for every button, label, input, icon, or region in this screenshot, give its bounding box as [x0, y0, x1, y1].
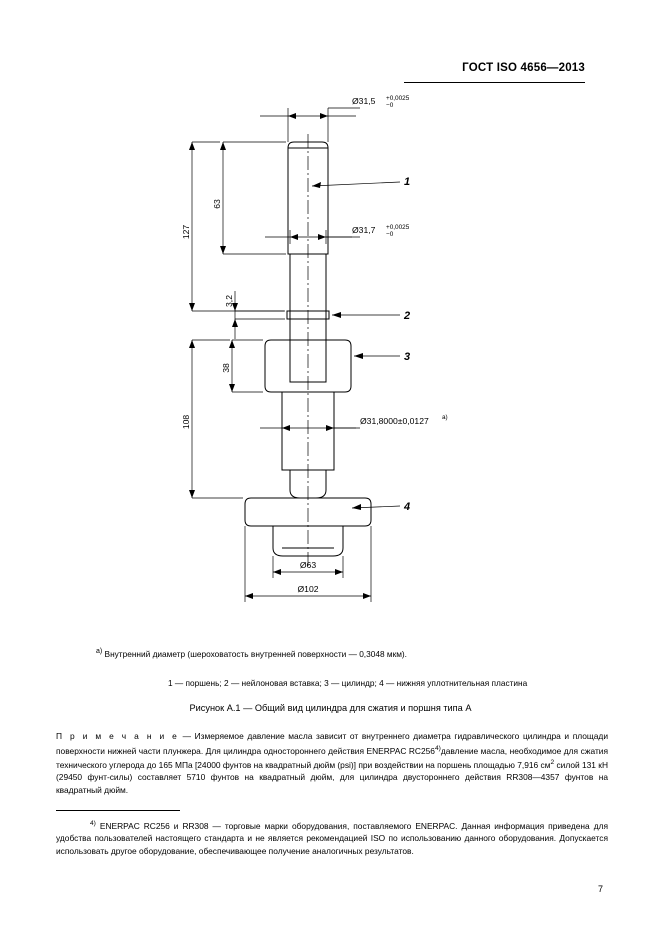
footnote-block	[56, 818, 608, 858]
page-number: 7	[597, 884, 603, 894]
note-text-3: силой 131 кН (29450 фунт-силы) составляет 5710 фунтов на квадратный дюйм, для цилиндра двустороннего действия RR308—4357 фунтов на квадратный дюйм.	[56, 759, 608, 795]
note-sup-2: 2	[550, 758, 555, 766]
dim-length-3-2	[232, 291, 285, 339]
page-header-title: ГОСТ ISO 4656—2013	[462, 62, 585, 74]
dim-label-diameter-63: Ø63	[299, 560, 317, 570]
figure-note-a-text: Внутренний диаметр (шероховатость внутренней поверхности — 0,3048 мкм).	[104, 648, 407, 659]
callout-1: 1	[404, 176, 411, 188]
note-sup-1: 4)	[434, 744, 441, 752]
dim-label-top-diameter-tol-upper: +0,0025	[386, 95, 410, 102]
dim-length-108	[189, 340, 243, 498]
figure-caption: Рисунок А.1 — Общий вид цилиндра для сжатия и поршня типа А	[189, 703, 472, 713]
dim-bore-diameter	[260, 425, 360, 431]
dim-label-mid-diameter: Ø31,7	[352, 225, 376, 235]
dim-label-127: 127	[181, 224, 191, 240]
figure-note-a	[96, 648, 407, 659]
callout-2: 2	[404, 310, 411, 322]
dim-label-diameter-102: Ø102	[297, 584, 319, 594]
note-text-2: давление масла, необходимое для сжатия технического углерода до 165 МПа [24000 фунтов на квадратный дюйм (psi)] при воздействии на поршень площадью 7,916 см	[56, 745, 609, 770]
leader-1	[312, 182, 400, 186]
dim-label-mid-diameter-tol-upper: +0,0025	[386, 224, 410, 231]
technical-drawing	[60, 86, 605, 626]
note-paragraph	[56, 730, 608, 797]
dim-label-top-diameter-tol-lower: −0	[386, 102, 394, 109]
dim-label-108: 108	[181, 414, 191, 430]
header-divider	[404, 82, 585, 83]
note-label: П р и м е ч а н и е	[56, 731, 180, 741]
dim-label-mid-diameter-tol-lower: −0	[386, 231, 394, 238]
footnote-marker: 4)	[90, 820, 96, 827]
dim-label-bore-diameter: Ø31,8000±0,0127	[360, 416, 429, 426]
dim-label-3-2: 3,2	[224, 295, 234, 307]
footnote-divider	[56, 810, 180, 811]
figure-legend: 1 — поршень; 2 — нейлоновая вставка; 3 — цилиндр; 4 — нижняя уплотнительная пластина	[168, 678, 528, 688]
dim-label-top-diameter: Ø31,5	[352, 96, 376, 106]
dim-label-63: 63	[212, 199, 222, 209]
cylinder-piston-drawing	[60, 86, 605, 626]
dim-label-38: 38	[221, 363, 231, 373]
footnote-text: ENERPAC RC256 и RR308 — торговые марки оборудования, поставляемого ENERPAC. Данная информация приведена для удобства пользователей настоящего стандарта и не является рекомендацией ISO по использованию данного оборудования. Допускается использовать другое оборудование, обеспечивающее получение аналогичных результатов.	[56, 820, 609, 856]
dim-label-bore-diameter-note: а)	[442, 414, 448, 421]
dim-top-diameter	[260, 108, 360, 142]
dim-length-38	[229, 340, 263, 392]
callout-3: 3	[404, 351, 411, 363]
dim-mid-diameter	[265, 230, 360, 244]
note-text-1: — Измеряемое давление масла зависит от внутреннего диаметра гидравлического цилиндра и площади поверхности нижней части плунжера. Для цилиндра одностороннего действия ENERPAC RC256	[56, 731, 608, 756]
callout-4: 4	[404, 501, 411, 513]
dim-length-127	[189, 142, 284, 311]
figure-note-a-marker: а)	[96, 648, 103, 655]
